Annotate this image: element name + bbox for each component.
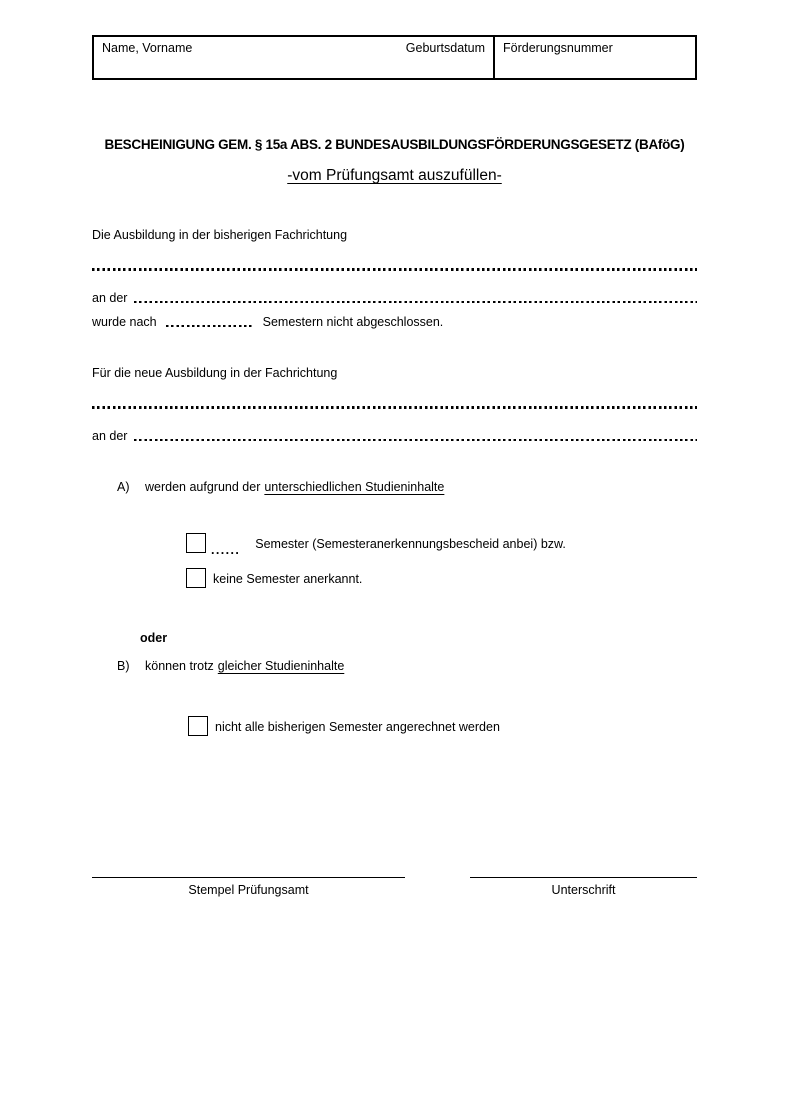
- name-birthdate-field[interactable]: [94, 37, 495, 78]
- previous-institution-input[interactable]: [134, 301, 697, 304]
- semester-count-row: [92, 315, 697, 329]
- funding-number-field[interactable]: [495, 37, 695, 78]
- stamp-label: Stempel Prüfungsamt: [188, 883, 309, 897]
- new-at-label: an der: [92, 429, 128, 443]
- funding-number-label: Förderungsnummer: [503, 41, 613, 55]
- semester-recognized-label: Semester (Semesteranerkennungsbescheid anbei) bzw.: [255, 537, 566, 551]
- new-subject-input[interactable]: [92, 406, 697, 409]
- header-table: [92, 35, 697, 80]
- new-institution-input[interactable]: [134, 439, 697, 442]
- semester-dots-input[interactable]: ......: [211, 542, 241, 557]
- name-label: Name, Vorname: [102, 41, 193, 55]
- previous-institution-row: [92, 291, 697, 305]
- not-all-semesters-checkbox[interactable]: [188, 716, 208, 736]
- option-b-marker: B): [117, 659, 130, 673]
- no-semester-checkbox[interactable]: [186, 568, 206, 588]
- signature-area: [470, 877, 697, 897]
- option-a-marker: A): [117, 480, 130, 494]
- not-all-semesters-row: [188, 716, 500, 736]
- connector-oder: oder: [140, 631, 168, 645]
- result-suffix: Semestern nicht abgeschlossen.: [262, 315, 444, 329]
- option-a-text: werden aufgrund der: [145, 480, 261, 494]
- semester-count-input[interactable]: [166, 325, 254, 328]
- previous-training-intro: Die Ausbildung in der bisherigen Fachrichtung: [92, 228, 348, 242]
- previous-at-label: an der: [92, 291, 128, 305]
- semester-recognized-row: [186, 533, 566, 557]
- semester-recognized-checkbox[interactable]: [186, 533, 206, 553]
- not-all-semesters-label: nicht alle bisherigen Semester angerechnet werden: [215, 720, 500, 734]
- result-prefix: wurde nach: [92, 315, 157, 329]
- no-semester-row: [186, 568, 362, 588]
- stamp-signature-area: [92, 877, 405, 897]
- birthdate-label: Geburtsdatum: [405, 41, 485, 55]
- option-b-text: können trotz: [145, 659, 214, 673]
- form-title: BESCHEINIGUNG GEM. § 15a ABS. 2 BUNDESAUSBILDUNGSFÖRDERUNGSGESETZ (BAföG): [104, 137, 685, 152]
- new-training-intro: Für die neue Ausbildung in der Fachrichtung: [92, 366, 338, 380]
- option-b-row: [117, 659, 344, 673]
- previous-subject-input[interactable]: [92, 268, 697, 271]
- new-institution-row: [92, 429, 697, 443]
- no-semester-label: keine Semester anerkannt.: [213, 572, 363, 586]
- form-subtitle: -vom Prüfungsamt auszufüllen-: [287, 167, 502, 184]
- option-b-underlined-text: gleicher Studieninhalte: [217, 659, 345, 673]
- option-a-underlined-text: unterschiedlichen Studieninhalte: [264, 480, 445, 494]
- signature-label: Unterschrift: [551, 883, 616, 897]
- option-a-row: [117, 480, 444, 494]
